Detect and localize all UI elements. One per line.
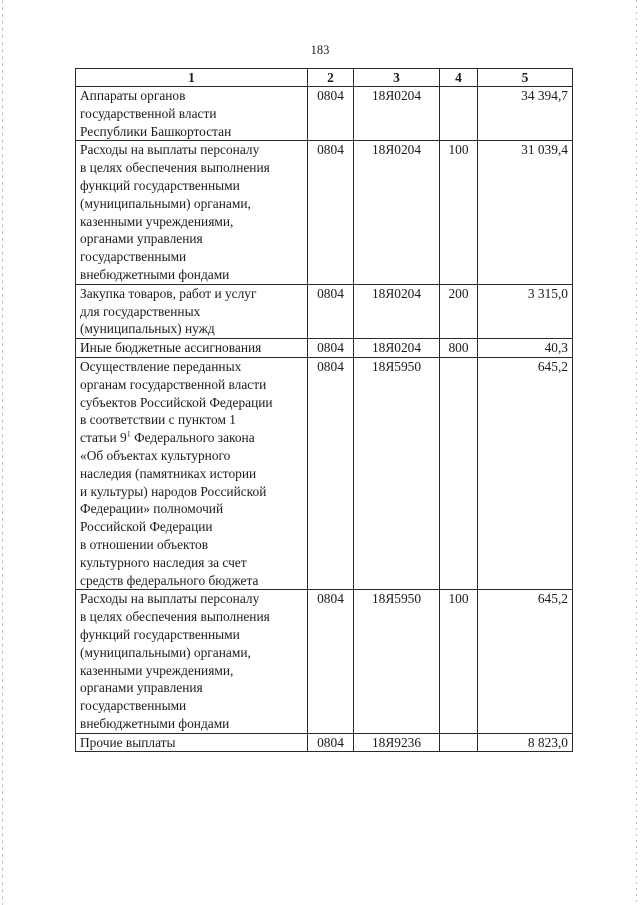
row-name-line: органами управления [80,231,203,247]
row-name-line: Аппараты органов [80,88,186,103]
row-target-cell: 18Я0204 [354,87,440,141]
row-name-line: Расходы на выплаты персоналу [80,591,260,607]
row-amount-cell: 645,2 [478,590,573,733]
row-name-line: (муниципальными) органами, [80,644,251,660]
row-name-line: органам государственной власти [80,376,267,392]
column-header-amount: 5 [478,69,573,87]
table-row [76,339,573,358]
row-name-cell [76,141,308,284]
budget-table [75,68,573,752]
row-name-line: функций государственными [80,177,240,193]
row-target-cell: 18Я0204 [354,284,440,338]
row-name-line: государственными [80,698,187,714]
row-name-line: статьи $9^1$ Федерального закона [80,429,255,446]
row-name-line: в соответствии с пунктом 1 [80,412,236,428]
row-amount-cell: 3 315,0 [478,284,573,338]
row-name-line: Закупка товаров, работ и услуг [80,285,257,301]
row-name-line: Осуществление переданных [80,358,242,374]
row-amount-cell: 40,3 [478,339,573,358]
row-name-cell [76,733,308,752]
row-name-line: в отношении объектов [80,536,209,552]
scan-edge-right [636,0,637,905]
row-name-cell [76,357,308,589]
row-name-line: Российской Федерации [80,519,213,535]
table-row [76,733,573,752]
row-name-cell [76,87,308,141]
row-name-line: субъектов Российской Федерации [80,394,273,410]
row-target-cell: 18Я9236 [354,733,440,752]
page-number: 183 [310,43,330,57]
superscript-mark: 1 [126,429,131,439]
table-row [76,284,573,338]
row-section-cell: 0804 [308,357,354,589]
row-name-line: функций государственными [80,626,240,642]
row-expense-type-cell [440,733,478,752]
table-row [76,87,573,141]
row-name-line: казенными учреждениями, [80,662,234,678]
row-amount-cell: 31 039,4 [478,141,573,284]
row-name-cell [76,590,308,733]
row-section-cell: 0804 [308,87,354,141]
table-row [76,357,573,589]
table-row [76,141,573,284]
row-name-line: (муниципальных) нужд [80,321,215,337]
row-name-line: государственными [80,249,187,265]
row-section-cell: 0804 [308,339,354,358]
table-row [76,590,573,733]
row-target-cell: 18Я5950 [354,590,440,733]
row-target-cell: 18Я0204 [354,141,440,284]
row-name-line: культурного наследия за счет [80,554,247,570]
row-name-line: Федерации» полномочий [80,501,224,517]
scan-edge-left [2,0,3,905]
row-target-cell: 18Я0204 [354,339,440,358]
row-expense-type-cell: 100 [440,141,478,284]
row-expense-type-cell: 800 [440,339,478,358]
row-expense-type-cell: 100 [440,590,478,733]
row-name-line: Республики Башкортостан [80,123,232,139]
row-name-line: и культуры) народов Российской [80,483,267,499]
row-expense-type-cell [440,87,478,141]
row-name-line: в целях обеспечения выполнения [80,609,270,625]
header-row [76,69,573,87]
row-name-line: казенными учреждениями, [80,213,234,229]
table-body [76,87,573,752]
row-expense-type-cell: 200 [440,284,478,338]
column-header-name: 1 [76,69,308,87]
row-amount-cell: 8 823,0 [478,733,573,752]
row-section-cell: 0804 [308,733,354,752]
row-name-line: органами управления [80,680,203,696]
row-name-line: Расходы на выплаты персоналу [80,142,260,158]
row-section-cell: 0804 [308,590,354,733]
row-expense-type-cell [440,357,478,589]
row-name-line: для государственных [80,303,201,319]
row-name-line: «Об объектах культурного [80,447,231,463]
row-name-line: государственной власти [80,105,217,121]
row-name-line: наследия (памятниках истории [80,465,257,481]
row-name-line: средств федерального бюджета [80,572,259,588]
row-name-line: (муниципальными) органами, [80,195,251,211]
column-header-section: 2 [308,69,354,87]
row-name-line: внебюджетными фондами [80,266,230,282]
column-header-target: 3 [354,69,440,87]
row-target-cell: 18Я5950 [354,357,440,589]
row-name-cell [76,284,308,338]
row-section-cell: 0804 [308,141,354,284]
column-header-expense-type: 4 [440,69,478,87]
row-name-line: Иные бюджетные ассигнования [80,340,262,356]
row-name-line: внебюджетными фондами [80,715,230,731]
row-name-line: в целях обеспечения выполнения [80,160,270,176]
row-section-cell: 0804 [308,284,354,338]
row-name-line: Прочие выплаты [80,734,176,750]
row-amount-cell: 34 394,7 [478,87,573,141]
row-amount-cell: 645,2 [478,357,573,589]
row-name-cell [76,339,308,358]
